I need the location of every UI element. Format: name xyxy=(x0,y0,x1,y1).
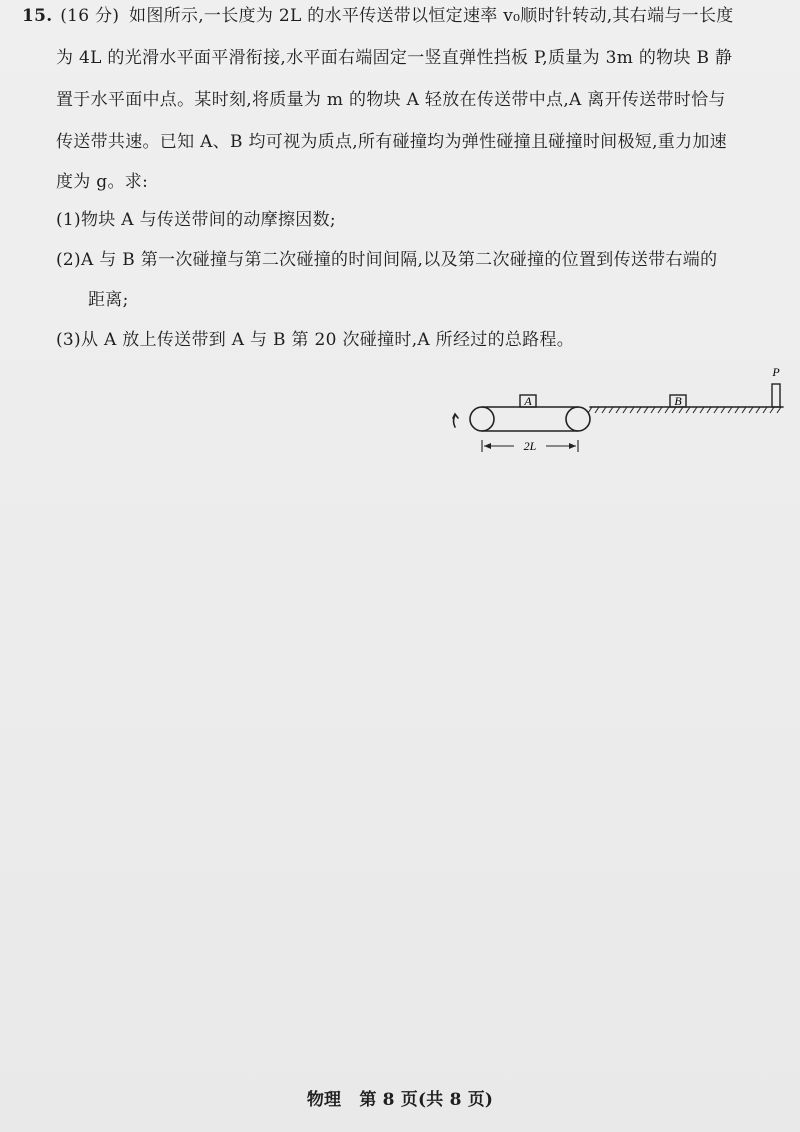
subject-label: 物理 xyxy=(306,1090,342,1110)
page-footer xyxy=(0,1085,800,1110)
right-pulley xyxy=(566,407,590,431)
conveyor-figure xyxy=(450,360,790,455)
rotation-arrowhead-icon xyxy=(453,414,458,418)
problem-line-2: 为 4L 的光滑水平面平滑衔接,水平面右端固定一竖直弹性挡板 P,质量为 3m 的物块 B 静 xyxy=(56,48,733,68)
conveyor-diagram xyxy=(450,360,790,455)
left-pulley xyxy=(470,407,494,431)
length-label: 2L xyxy=(523,439,537,453)
baffle-p-label: P xyxy=(772,365,780,379)
elastic-baffle-p xyxy=(772,384,780,407)
block-b-label: B xyxy=(674,394,682,408)
problem-line-4: 传送带共速。已知 A、B 均可视为质点,所有碰撞均为弹性碰撞且碰撞时间极短,重力加速 xyxy=(56,132,727,152)
problem-line-1 xyxy=(22,6,734,26)
surface-hatching xyxy=(588,407,781,413)
problem-text-1: 如图所示,一长度为 2L 的水平传送带以恒定速率 v₀顺时针转动,其右端与一长度 xyxy=(129,6,734,26)
question-score: (16 分) xyxy=(60,6,120,26)
sub-question-2: (2)A 与 B 第一次碰撞与第二次碰撞的时间间隔,以及第二次碰撞的位置到传送带右端的 xyxy=(56,250,718,270)
sub-question-2-continuation: 距离; xyxy=(88,290,129,310)
problem-line-5: 度为 g。求: xyxy=(56,172,149,192)
sub-question-3: (3)从 A 放上传送带到 A 与 B 第 20 次碰撞时,A 所经过的总路程。 xyxy=(56,330,575,350)
sub-question-1: (1)物块 A 与传送带间的动摩擦因数; xyxy=(56,210,336,230)
problem-line-3: 置于水平面中点。某时刻,将质量为 m 的物块 A 轻放在传送带中点,A 离开传送带时恰与 xyxy=(56,90,726,110)
block-a-label: A xyxy=(524,394,532,408)
page-indicator: 第 8 页(共 8 页) xyxy=(359,1090,494,1110)
question-number: 15. xyxy=(22,6,53,26)
